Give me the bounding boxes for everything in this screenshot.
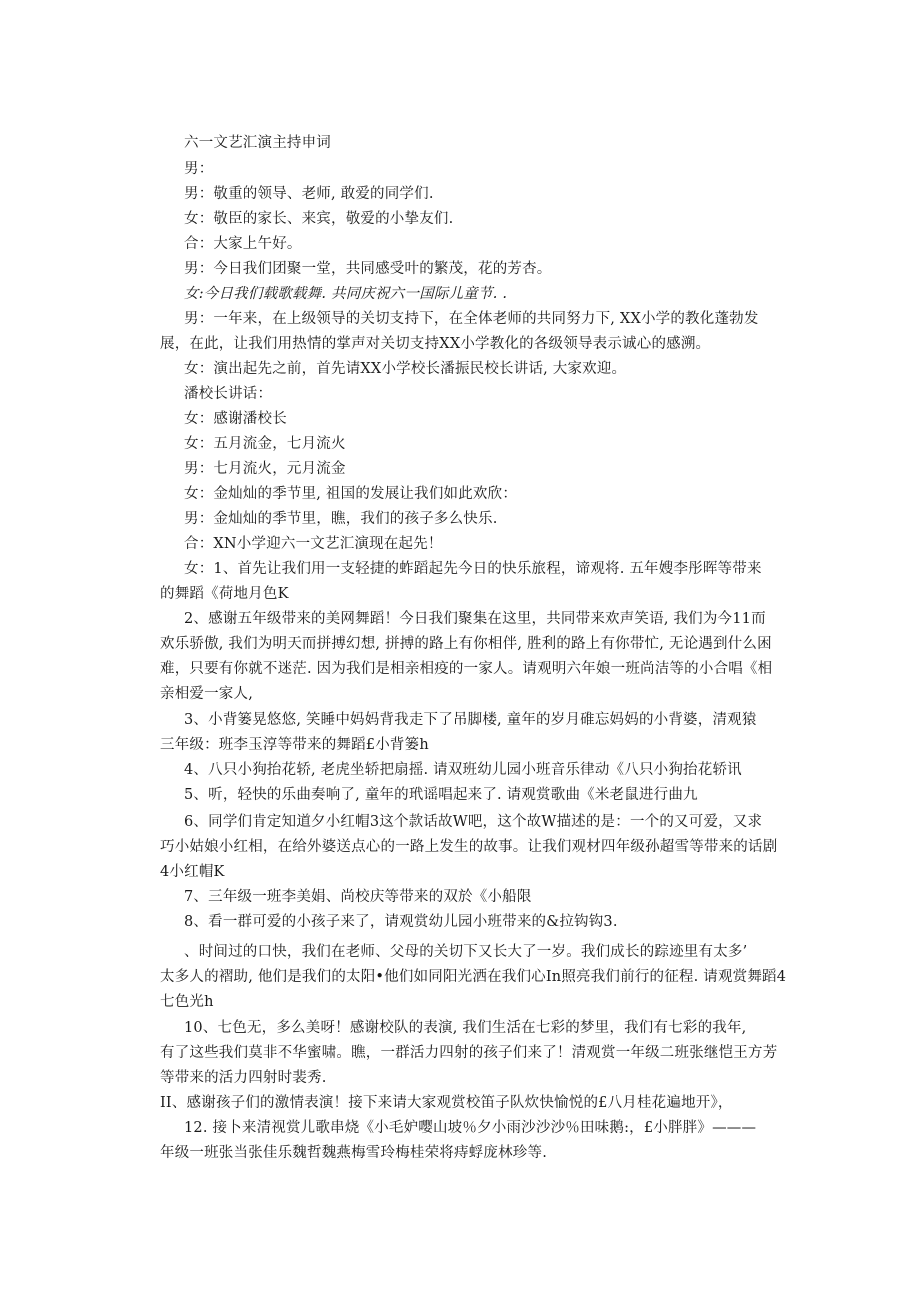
- text-line: 女：感谢潘校长: [184, 411, 287, 427]
- text-line: 男：今日我们团聚一堂，共同感受叶的繁茂，花的芳杏。: [184, 261, 552, 277]
- text-line: 合：XN小学迎六一文艺汇演现在起先！: [184, 536, 443, 552]
- text-line: 女：1、首先让我们用一支轻捷的蚱蹈起先今日的快乐旅程，谛观将. 五年嫂李彤晖等带来: [184, 561, 762, 577]
- text-line: 女：五月流金，七月流火: [184, 436, 346, 452]
- text-line: 3、小背篓晃悠悠, 笑睡中妈妈背我走下了吊脚楼, 童年的岁月碓忘妈妈的小背婆，清观猿: [184, 712, 757, 728]
- text-line: 女：敬臣的家长、来宾，敬爱的小挚友们.: [184, 211, 454, 227]
- text-line: 年级一班张当张佳乐魏哲魏燕梅雪玲梅桂荣将痔蜉庞林珍等.: [160, 1145, 548, 1161]
- text-line: 难，只要有你就不迷茫. 因为我们是相亲相疫的一家人。请观明六年娘一班尚洁等的小合唱《相: [160, 661, 773, 677]
- text-line: 潘校长讲话：: [184, 386, 273, 402]
- text-line: 男：敬重的领导、老师, 敢爱的同学们.: [184, 186, 434, 202]
- text-line: 7、三年级一班李美娟、尚校庆等带来的双於《小船限: [184, 889, 532, 905]
- text-line: 男：: [184, 161, 214, 177]
- text-line: 4、八只小狗抬花轿, 老虎坐轿把扇摇. 请双班幼儿园小班音乐律动《八只小狗抬花轿讯: [184, 762, 742, 778]
- text-line: 10、七色无，多么美呀！感谢校队的表演, 我们生活在七彩的梦里，我们有七彩的我年,: [184, 1020, 747, 1036]
- text-line: 巧小姑娘小红相，在给外婆送点心的一路上发生的故事。让我们观材四年级孙超雪等带来的话剧: [160, 839, 778, 855]
- text-line: 男：金灿灿的季节里，瞧，我们的孩子多么快乐.: [184, 511, 498, 527]
- text-line: 七色光h: [160, 994, 214, 1010]
- text-line: II、感谢孩子们的激情表演！接下来请大家观赏校笛子队炊快愉悦的£八月桂花遍地开》，: [160, 1095, 733, 1111]
- text-line: 女：演出起先之前，首先请XX小学校长潘振民校长讲话, 大家欢迎。: [184, 361, 627, 377]
- text-line: 6、同学们肯定知道夕小红帽3这个款话故W吧，这个故W描述的是：一个的又可爱，又求: [184, 814, 763, 830]
- text-line: 2、感谢五年级带来的美网舞蹈！今日我们聚集在这里，共同带来欢声笑语, 我们为今11而: [184, 611, 766, 627]
- text-line: 男：一年来，在上级领导的关切支持下，在全体老师的共同努力下, XX小学的教化蓬勃发: [184, 311, 759, 327]
- text-line: 三年级：班李玉淳等带来的舞蹈£小背篓h: [160, 737, 429, 753]
- document-title: 六一文艺汇演主持申词: [184, 135, 331, 151]
- text-line: 、时间过的口快，我们在老师、父母的关切下又长大了一岁。我们成长的踪迹里有太多’: [184, 944, 748, 960]
- text-line: 男：七月流火，元月流金: [184, 461, 346, 477]
- text-line: 等带来的活力四射时裴秀.: [160, 1070, 327, 1086]
- text-line: 有了这些我们莫非不华蜜啸。瞧，一群活力四射的孩子们来了！清观赏一年级二班张继恺王方芳: [160, 1045, 778, 1061]
- text-line: 亲相爱一家人,: [160, 686, 254, 702]
- text-line: 12. 接卜来清视赏儿歌串烧《小毛妒嘤山坡％夕小雨沙沙沙％田味鹅:，£小胖胖》———: [184, 1120, 757, 1136]
- text-line: 合：大家上午好。: [184, 236, 302, 252]
- text-line: 的舞蹈《荷地月色K: [160, 586, 289, 602]
- text-line: 4小红帽K: [160, 864, 225, 880]
- text-line: 女:今日我们载歌载舞. 共同庆祝六一国际儿童节. .: [184, 286, 508, 302]
- text-line: 5、听，轻快的乐曲奏响了, 童年的玳谣唱起来了. 请观赏歌曲《米老鼠进行曲九: [184, 787, 698, 803]
- text-line: 女：金灿灿的季节里, 祖国的发展让我们如此欢欣：: [184, 486, 518, 502]
- text-line: 展，在此，让我们用热情的掌声对关切支持XX小学教化的各级领导表示诚心的感溯。: [160, 336, 711, 352]
- text-line: 欢乐骄傲, 我们为明天而拼搏幻想, 拼搏的路上有你相伴, 胜利的路上有你带忙, 无论遇到什么困: [160, 636, 772, 652]
- text-line: 太多人的褶助, 他们是我们的太阳•他们如同阳光洒在我们心In照亮我们前行的征程. 请观赏舞蹈4: [160, 969, 787, 985]
- text-line: 8、看一群可爱的小孩子来了，请观赏幼儿园小班带来的&拉钩钩3.: [184, 914, 618, 930]
